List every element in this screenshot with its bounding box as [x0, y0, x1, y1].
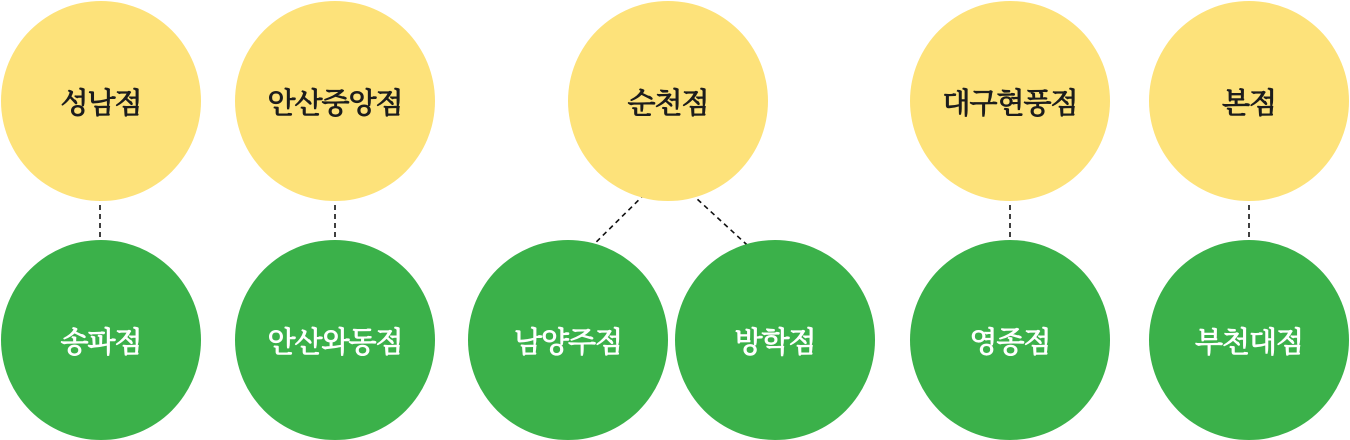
parent-node-ansan-jungang [235, 1, 435, 201]
child-node-label: 방학점 [734, 324, 816, 359]
parent-node-label: 성남점 [60, 85, 142, 120]
parent-node-bonjeom [1149, 1, 1349, 201]
child-node-yeongjong [910, 240, 1110, 440]
child-node-label: 부천대점 [1194, 324, 1304, 359]
parent-node-label: 본점 [1221, 85, 1277, 120]
parent-node-label: 대구현풍점 [942, 85, 1078, 120]
child-node-label: 영종점 [969, 324, 1051, 359]
parent-node-seongnam [1, 1, 201, 201]
child-node-ansan-wadong [235, 240, 435, 440]
parent-node-suncheon [568, 1, 768, 201]
parent-node-label: 순천점 [627, 85, 709, 120]
child-node-songpa [1, 240, 201, 440]
child-node-label: 남양주점 [513, 324, 623, 359]
child-node-label: 안산와동점 [267, 324, 403, 359]
child-node-banghak [675, 240, 875, 440]
child-node-namyangju [468, 240, 668, 440]
parent-node-label: 안산중앙점 [267, 85, 403, 120]
parent-node-daegu-hyeonpung [910, 1, 1110, 201]
child-node-bucheon-dae [1149, 240, 1349, 440]
child-node-label: 송파점 [60, 324, 142, 359]
